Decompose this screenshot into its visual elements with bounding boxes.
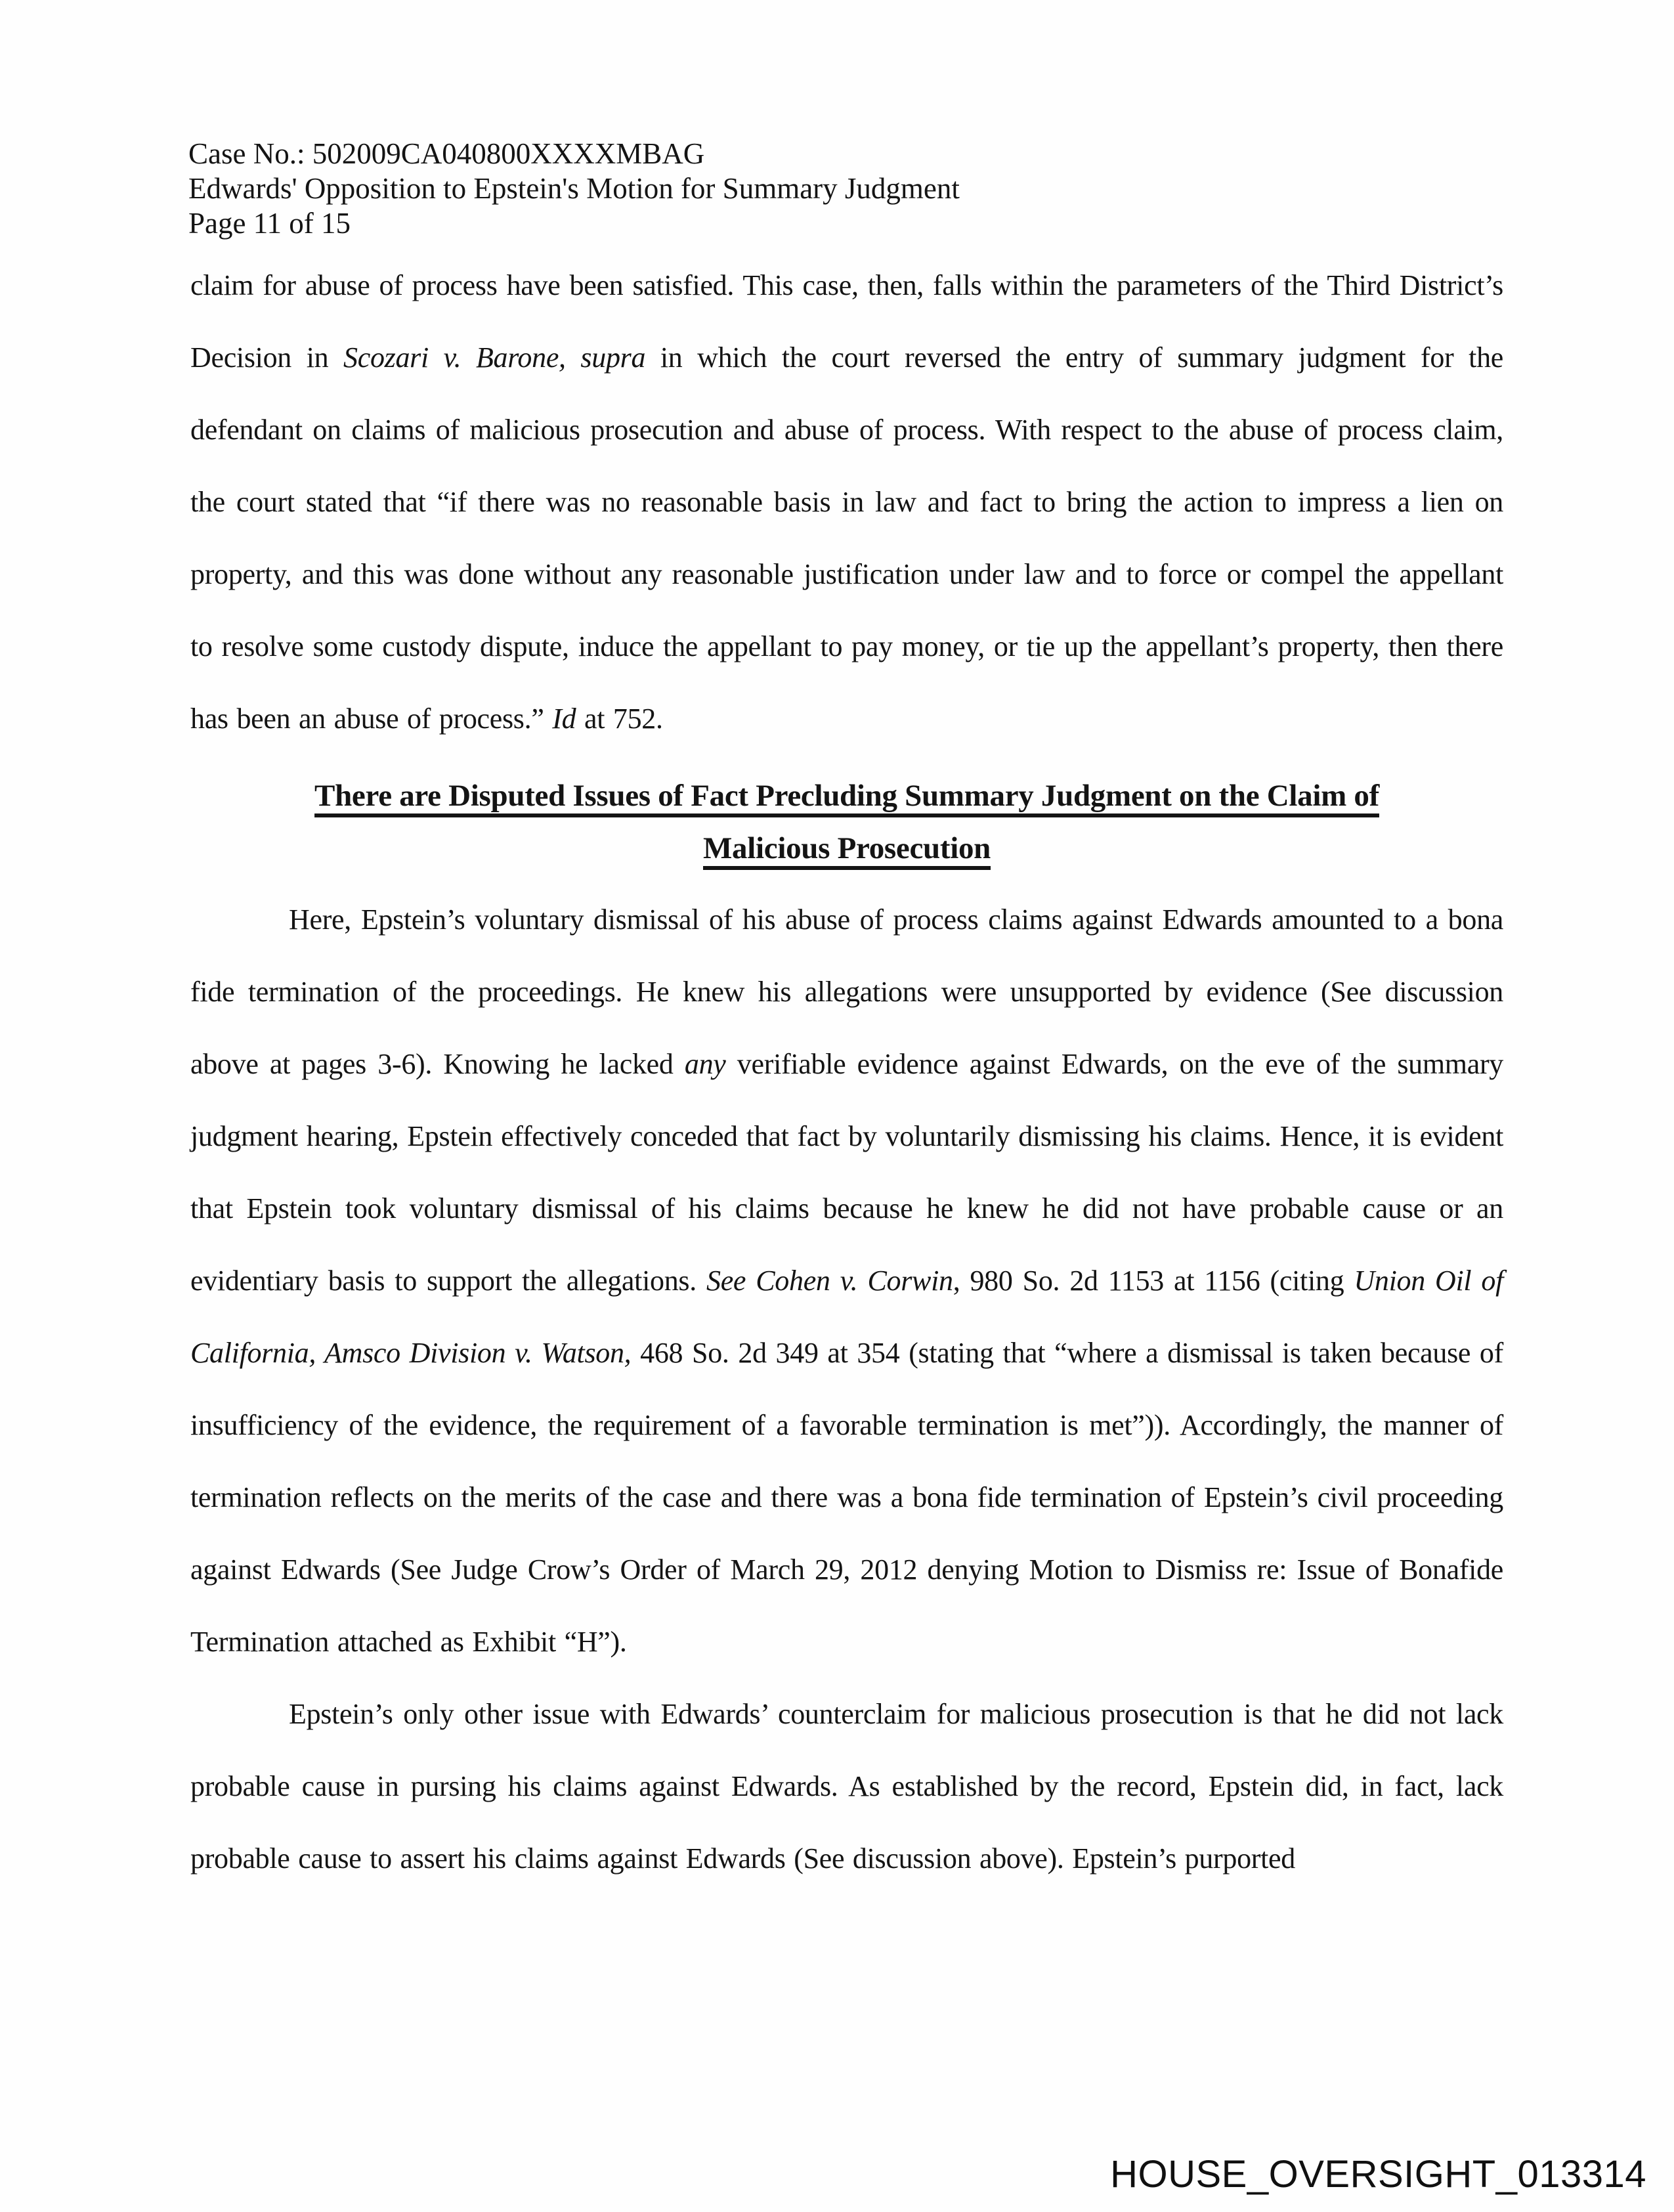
paragraph-probable-cause: Epstein’s only other issue with Edwards’ counterclaim for malicious prosecution is that he did not lack probable cause in pursing his claims against Edwards. As established by the record, Epstein did, in fact, lack probable cause to assert his claims against Edwards (See discussion above). Epstein’s purported [190, 1698, 1503, 1875]
document-body [190, 249, 1503, 1895]
document-footer [1110, 2152, 1646, 2196]
paragraph-malicious-prosecution: Here, Epstein’s voluntary dismissal of his abuse of process claims against Edwards amounted to a bona fide termination of the proceedings. He knew his allegations were unsupported by evidence (See discussion above at pages 3-6). Knowing he lacked any verifiable evidence against Edwards, on the eve of the summary judgment hearing, Epstein effectively conceded that fact by voluntarily dismissing his claims. Hence, it is evident that Epstein took voluntary dismissal of his claims because he knew he did not have probable cause or an evidentiary basis to support the allegations. See Cohen v. Corwin, 980 So. 2d 1153 at 1156 (citing Union Oil of California, Amsco Division v. Watson, 468 So. 2d 349 at 354 (stating that “where a dismissal is taken because of insufficiency of the evidence, the requirement of a favorable termination is met”)). Accordingly, the manner of termination reflects on the merits of the case and there was a bona fide termination of Epstein’s civil proceeding against Edwards (See Judge Crow’s Order of March 29, 2012 denying Motion to Dismiss re: Issue of Bonafide Termination attached as Exhibit “H”). [190, 903, 1504, 1658]
document-header [188, 137, 960, 241]
header-document-title: Edwards' Opposition to Epstein's Motion for Summary Judgment [188, 172, 960, 205]
section-heading-line2: Malicious Prosecution [703, 831, 991, 865]
bates-number: HOUSE_OVERSIGHT_013314 [1110, 2153, 1646, 2196]
paragraph-abuse-of-process: claim for abuse of process have been satisfied. This case, then, falls within the parameters of the Third District’s Decision in Scozari v. Barone, supra in which the court reversed the entry of summary judgment for the defendant on claims of malicious prosecution and abuse of process. With respect to the abuse of process claim, the court stated that “if there was no reasonable basis in law and fact to bring the action to impress a lien on property, and this was done without any reasonable justification under law and to force or compel the appellant to resolve some custody dispute, induce the appellant to pay money, or tie up the appellant’s property, then there has been an abuse of process.” Id at 752. [190, 269, 1503, 735]
header-case-number: Case No.: 502009CA040800XXXXMBAG [188, 137, 705, 170]
header-page-number: Page 11 of 15 [188, 207, 351, 240]
section-heading-line1: There are Disputed Issues of Fact Precluding Summary Judgment on the Claim of [314, 779, 1379, 813]
section-heading [190, 770, 1503, 875]
